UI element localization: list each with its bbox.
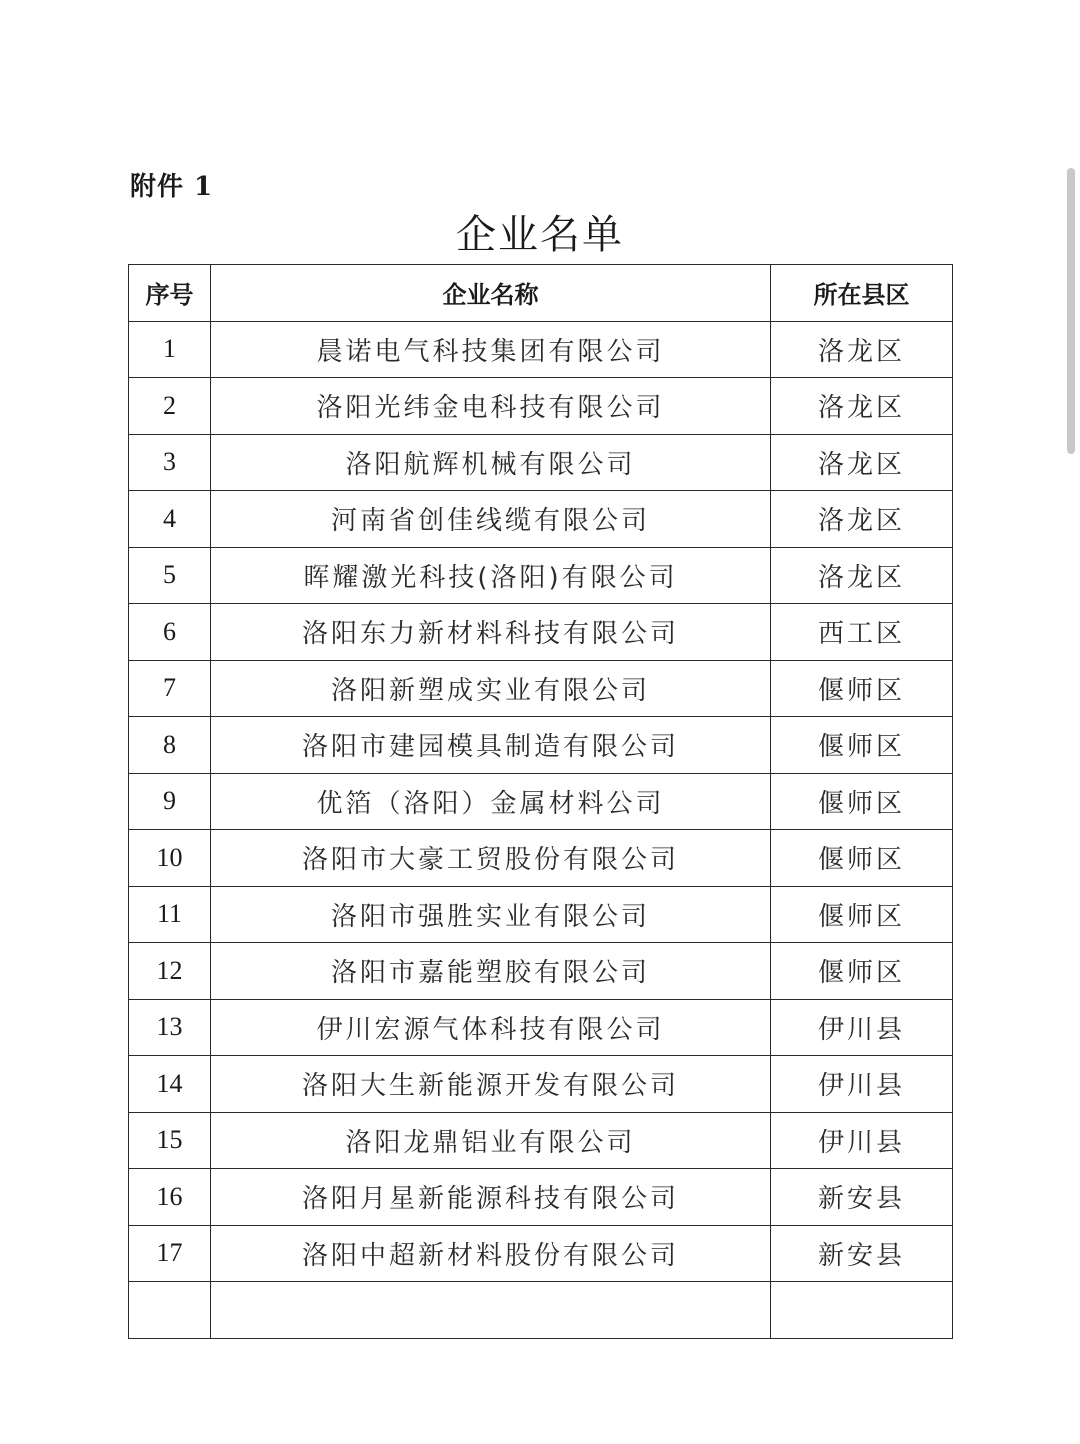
row-district: 伊川县: [771, 1112, 953, 1169]
row-district: 西工区: [771, 604, 953, 661]
row-seq: [129, 1282, 211, 1339]
row-company-name: 洛阳中超新材料股份有限公司: [211, 1225, 771, 1282]
row-company-name: 洛阳东力新材料科技有限公司: [211, 604, 771, 661]
row-district: 新安县: [771, 1225, 953, 1282]
row-district: 洛龙区: [771, 321, 953, 378]
table-row: [129, 491, 953, 548]
table-row-empty: [129, 1282, 953, 1339]
row-district: 偃师区: [771, 660, 953, 717]
row-seq: 6: [129, 604, 211, 661]
row-company-name: 洛阳市建园模具制造有限公司: [211, 717, 771, 774]
row-company-name: 洛阳龙鼎铝业有限公司: [211, 1112, 771, 1169]
row-seq: 17: [129, 1225, 211, 1282]
row-seq: 9: [129, 773, 211, 830]
header-seq: 序号: [129, 265, 211, 322]
row-seq: 4: [129, 491, 211, 548]
row-district: 伊川县: [771, 999, 953, 1056]
row-seq: 2: [129, 378, 211, 435]
table-row: [129, 717, 953, 774]
row-seq: 8: [129, 717, 211, 774]
row-company-name: 晖耀激光科技(洛阳)有限公司: [211, 547, 771, 604]
table-row: [129, 1225, 953, 1282]
header-company-name: 企业名称: [211, 265, 771, 322]
attachment-label: 附件 1: [130, 172, 214, 202]
page-title: 企业名单: [456, 212, 624, 258]
row-company-name: 洛阳新塑成实业有限公司: [211, 660, 771, 717]
row-company-name: 洛阳市嘉能塑胶有限公司: [211, 943, 771, 1000]
row-district: 偃师区: [771, 773, 953, 830]
row-company-name: 伊川宏源气体科技有限公司: [211, 999, 771, 1056]
row-seq: 16: [129, 1169, 211, 1226]
row-company-name: 洛阳航辉机械有限公司: [211, 434, 771, 491]
row-company-name: 洛阳光纬金电科技有限公司: [211, 378, 771, 435]
table-row: [129, 547, 953, 604]
table-row: [129, 378, 953, 435]
table-header-row: [129, 265, 953, 322]
row-district: 偃师区: [771, 830, 953, 887]
row-company-name: 洛阳月星新能源科技有限公司: [211, 1169, 771, 1226]
row-seq: 7: [129, 660, 211, 717]
table-row: [129, 773, 953, 830]
row-district: 新安县: [771, 1169, 953, 1226]
row-company-name: [211, 1282, 771, 1339]
row-seq: 15: [129, 1112, 211, 1169]
row-district: 偃师区: [771, 717, 953, 774]
row-district: 洛龙区: [771, 547, 953, 604]
row-company-name: 晨诺电气科技集团有限公司: [211, 321, 771, 378]
row-seq: 1: [129, 321, 211, 378]
row-seq: 14: [129, 1056, 211, 1113]
vertical-scrollbar[interactable]: [1062, 0, 1080, 1444]
row-company-name: 河南省创佳线缆有限公司: [211, 491, 771, 548]
row-company-name: 洛阳市强胜实业有限公司: [211, 886, 771, 943]
scrollbar-thumb[interactable]: [1067, 168, 1075, 454]
row-seq: 11: [129, 886, 211, 943]
row-seq: 10: [129, 830, 211, 887]
row-district: 偃师区: [771, 943, 953, 1000]
row-seq: 3: [129, 434, 211, 491]
table-row: [129, 886, 953, 943]
table-row: [129, 1056, 953, 1113]
table-row: [129, 999, 953, 1056]
row-seq: 13: [129, 999, 211, 1056]
table-row: [129, 1112, 953, 1169]
table-row: [129, 830, 953, 887]
row-company-name: 洛阳大生新能源开发有限公司: [211, 1056, 771, 1113]
row-seq: 5: [129, 547, 211, 604]
table-row: [129, 660, 953, 717]
company-table: [128, 264, 953, 1339]
table-row: [129, 604, 953, 661]
table-row: [129, 434, 953, 491]
table-row: [129, 321, 953, 378]
row-company-name: 洛阳市大豪工贸股份有限公司: [211, 830, 771, 887]
row-district: 伊川县: [771, 1056, 953, 1113]
row-company-name: 优箔（洛阳）金属材料公司: [211, 773, 771, 830]
row-district: 洛龙区: [771, 378, 953, 435]
table-row: [129, 943, 953, 1000]
row-district: 洛龙区: [771, 434, 953, 491]
table-row: [129, 1169, 953, 1226]
row-seq: 12: [129, 943, 211, 1000]
header-district: 所在县区: [771, 265, 953, 322]
row-district: [771, 1282, 953, 1339]
row-district: 洛龙区: [771, 491, 953, 548]
row-district: 偃师区: [771, 886, 953, 943]
